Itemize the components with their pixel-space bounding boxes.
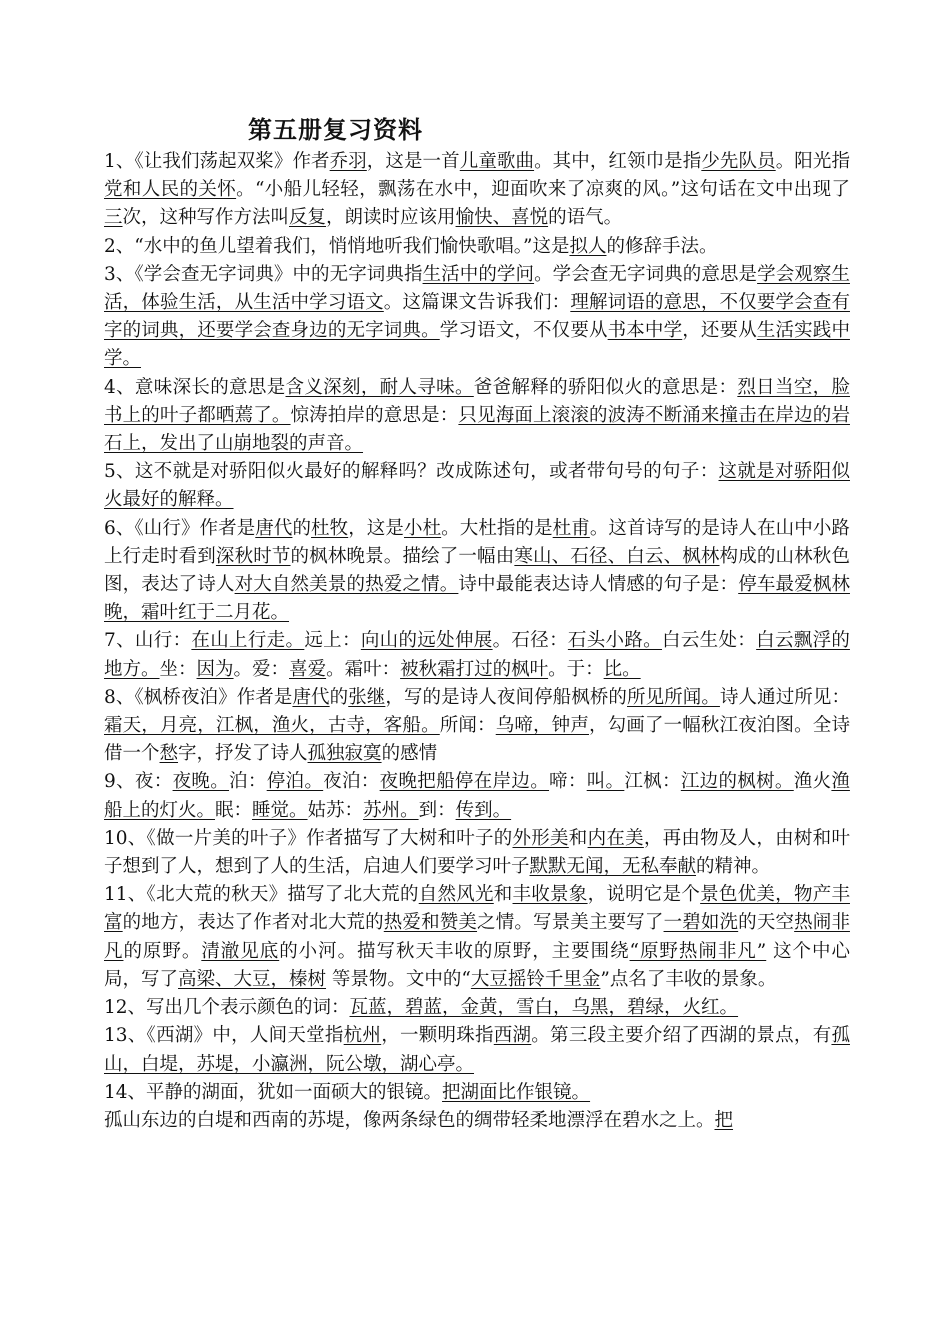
document-title: 第五册复习资料	[248, 115, 423, 144]
answer-text: 孤独寂寞	[307, 743, 382, 765]
answer-text: 小杜	[403, 517, 442, 539]
answer-text: 江边的枫树。	[680, 771, 794, 793]
answer-text: 唐代	[292, 686, 330, 708]
answer-text: 喜爱	[289, 658, 327, 680]
review-item-8	[104, 684, 850, 769]
question-text: 夜泊：	[323, 771, 380, 793]
question-text: 7、山行：	[104, 630, 192, 652]
review-item-7	[104, 627, 850, 683]
question-text: 的	[329, 686, 349, 708]
answer-text: 杭州	[343, 1025, 382, 1047]
answer-text: 愁	[159, 743, 179, 765]
answer-text: 苏州。	[363, 799, 419, 821]
answer-text: 杜牧	[311, 517, 349, 539]
answer-text: 把湖面比作银镜。	[442, 1081, 591, 1103]
question-text: 。“小船儿轻轻，飘荡在水中，迎面吹来了凉爽的风。”这句话在文中出现了	[236, 179, 850, 201]
question-text: 构成的山林秋色图，表达了诗人	[104, 545, 850, 596]
question-text: 2、“水中的鱼儿望着我们，悄悄地听我们愉快歌唱。”这是	[104, 235, 570, 257]
answer-text: 渔船上的灯火。	[104, 771, 850, 821]
review-item-3	[104, 261, 850, 374]
question-text: 和	[568, 827, 588, 849]
question-text: 白云生处：	[662, 630, 757, 652]
review-item-4	[104, 374, 850, 459]
question-text: 惊涛拍岸的意思是：	[290, 404, 459, 426]
question-text: 爸爸解释的骄阳似火的意思是：	[473, 376, 738, 398]
question-text: 6、《山行》作者是	[104, 517, 256, 539]
answer-text: 默默无闻，无私奉献	[529, 856, 697, 878]
answer-text: 党和人民的关怀	[104, 179, 237, 201]
question-text: 渔火	[793, 771, 832, 793]
answer-text: 热闹非凡	[104, 912, 850, 962]
review-item-14	[104, 1079, 850, 1107]
answer-text: 少先队员	[701, 151, 776, 172]
answer-text: 热爱和赞美	[383, 912, 478, 934]
answer-text: 西湖	[493, 1025, 532, 1047]
question-text: 和	[493, 884, 513, 906]
answer-text: 乌啼，钟声	[495, 715, 589, 737]
question-text: 孤山东边的白堤和西南的苏堤，像两条绿色的绸带轻柔地漂浮在碧水之上。	[104, 1109, 715, 1131]
review-item-6	[104, 515, 850, 628]
question-text: 眠：	[215, 799, 253, 821]
question-text: 。阳光指	[775, 151, 850, 172]
answer-text: 儿童歌曲	[459, 151, 535, 172]
answer-text: 学会观察生活，体验生活，从生活中学习语文	[104, 263, 850, 314]
answer-text: 在山上行走。	[191, 630, 305, 652]
answer-text: 反复	[289, 207, 327, 229]
question-text: 。学会查无字词典的意思是	[534, 263, 758, 285]
answer-text: 把	[714, 1109, 734, 1131]
answer-text: 只见海面上滚滚的波涛不断涌来撞击在岸边的岩石上，发出了山崩地裂的声音。	[104, 404, 850, 455]
answer-text: 叫。	[586, 771, 625, 793]
question-text: 。其中，红领巾是指	[534, 151, 702, 172]
answer-text: 夜晚。	[172, 771, 230, 793]
question-text: 等景物。文中的“	[326, 968, 471, 990]
question-text: 到：	[418, 799, 456, 821]
question-text: 的精神。	[696, 856, 771, 878]
question-text: ，这是一首	[366, 151, 460, 172]
question-text: 3、《学会查无字词典》中的无字词典指	[104, 263, 423, 285]
question-text: 这个中心局，写了	[104, 940, 850, 990]
answer-text: 一碧如洗	[663, 912, 739, 934]
question-text: 1、《让我们荡起双桨》作者	[104, 151, 330, 172]
answer-text: 丰收景象	[512, 884, 588, 906]
answer-text: 理解词语的意思，不仅要学会查有字的词典，还要学会查身边的无字词典。	[104, 292, 850, 342]
question-text: 的小河。描写秋天丰收的原野，主要围绕	[279, 940, 630, 962]
answer-text: 杜甫	[552, 517, 590, 539]
answer-text: 孤山，白堤，苏堤，小瀛洲，阮公墩，湖心亭。	[104, 1025, 850, 1075]
question-text: 的原野。	[123, 940, 202, 962]
question-text: 啼：	[549, 771, 587, 793]
question-text: 。于：	[548, 658, 604, 680]
answer-text: 这就是对骄阳似火最好的解释。	[104, 461, 850, 511]
question-text: 。爱：	[233, 658, 290, 680]
answer-text: 唐代	[255, 517, 293, 539]
question-text: 诗人通过所见：	[719, 686, 850, 708]
answer-text: 传到。	[455, 799, 512, 821]
answer-text: 三	[104, 207, 123, 229]
question-text: 14、平静的湖面，犹如一面硕大的银镜。	[104, 1081, 443, 1103]
document-body	[104, 148, 850, 1135]
answer-text: 高梁、大豆，榛树	[178, 968, 327, 990]
answer-text: 愉快、喜悦	[455, 207, 549, 229]
question-text: ，说明它是个	[587, 884, 701, 906]
answer-text: 被秋霜打过的枫叶	[400, 658, 549, 680]
answer-text: 大豆摇铃千里金	[470, 968, 601, 990]
question-text: 的天空	[738, 912, 795, 934]
answer-text: 对大自然美景的热爱之情。	[234, 574, 459, 596]
question-text: ，再由物及人，由树和叶子想到了人，想到了人的生活，启迪人们要学习叶子	[104, 827, 850, 878]
answer-text: 内在美	[587, 827, 644, 849]
review-item-9	[104, 768, 850, 824]
question-text: 。第三段主要介绍了西湖的景点，有	[531, 1025, 832, 1047]
question-text: 诗中最能表达诗人情感的句子是：	[458, 574, 739, 596]
answer-text: 清澈见底	[201, 940, 280, 962]
answer-text: 向山的远处伸展	[360, 630, 493, 652]
question-text: ，朗读时应该用	[326, 207, 456, 229]
question-text: 的感情	[381, 743, 438, 765]
question-text: 之情。写景美主要写了	[477, 912, 664, 934]
answer-text: 生活中的学问	[422, 263, 535, 285]
answer-text: 所见所闻。	[627, 686, 720, 708]
answer-text: 自然风光	[418, 884, 494, 906]
answer-text: 夜晚把船停在岸边。	[379, 771, 550, 793]
question-text: ，还要从	[682, 320, 757, 342]
question-text: 5、这不就是对骄阳似火最好的解释吗？改成陈述句，或者带句号的句子：	[104, 461, 719, 483]
answer-text: 含义深刻，耐人寻味。	[285, 376, 474, 398]
review-item-11	[104, 881, 850, 994]
answer-text: “原野热闹非凡”	[629, 940, 767, 962]
question-text: ，勾画了一幅秋江夜泊图。全诗借一个	[104, 715, 850, 765]
question-text: 的语气。	[548, 207, 623, 229]
question-text: ”点名了丰收的景象。	[600, 968, 777, 990]
review-item-5	[104, 458, 850, 514]
answer-text: 石头小路。	[567, 630, 663, 652]
question-text: 11、《北大荒的秋天》描写了北大荒的	[104, 884, 419, 906]
question-text: 9、夜：	[104, 771, 173, 793]
question-text: 。这首诗写的是诗人在山中小路上行走时看到	[104, 517, 850, 567]
answer-text: 睡觉。	[252, 799, 308, 821]
review-item-10	[104, 825, 850, 881]
question-text: 。石径：	[492, 630, 568, 652]
review-item-1	[104, 148, 850, 233]
question-text: 次，这种写作方法叫	[122, 207, 290, 229]
question-text: 字，抒发了诗人	[178, 743, 308, 765]
question-text: 。大杜指的是	[441, 517, 553, 539]
question-text: 13、《西湖》中，人间天堂指	[104, 1025, 344, 1047]
answer-text: 霜天，月亮，江枫，渔火，古寺，客船。	[104, 715, 440, 737]
answer-text: 寒山、石径、白云、枫林	[514, 545, 720, 567]
question-text: 8、《枫桥夜泊》作者是	[104, 686, 293, 708]
answer-text: 因为	[196, 658, 234, 680]
answer-text: 白云飘浮的地方。	[104, 630, 850, 680]
answer-text: 停泊。	[266, 771, 324, 793]
question-text: 江枫：	[624, 771, 681, 793]
question-text: 坐：	[159, 658, 197, 680]
answer-text: 外形美	[512, 827, 569, 849]
question-text: 学习语文，不仅要从	[439, 320, 608, 342]
review-item-15	[104, 1107, 850, 1135]
question-text: 远上：	[304, 630, 361, 652]
answer-text: 景色优美，物产丰富	[104, 884, 850, 934]
answer-text: 比。	[603, 658, 641, 680]
question-text: 10、《做一片美的叶子》作者描写了大树和叶子的	[104, 827, 513, 849]
question-text: 12、写出几个表示颜色的词：	[104, 997, 350, 1019]
review-item-12	[104, 994, 850, 1022]
question-text: ，这是	[348, 517, 404, 539]
answer-text: 书本中学	[607, 320, 683, 342]
question-text: ，一颗明珠指	[381, 1025, 494, 1047]
question-text: 姑苏：	[307, 799, 364, 821]
answer-text: 张继	[348, 686, 386, 708]
review-item-13	[104, 1022, 850, 1078]
answer-text: 瓦蓝，碧蓝，金黄，雪白，乌黑，碧绿，火红。	[349, 997, 739, 1019]
answer-text: 烈日当空，脸书上的叶子都晒蔫了。	[104, 376, 850, 426]
question-text: 的	[292, 517, 312, 539]
question-text: ，写的是诗人夜间停船枫桥的	[385, 686, 627, 708]
question-text: 的枫林晚景。描绘了一幅由	[290, 545, 515, 567]
question-text: 所闻：	[439, 715, 496, 737]
question-text: 。这篇课文告诉我们：	[383, 292, 571, 314]
review-item-2	[104, 233, 850, 261]
answer-text: 生活实践中学。	[104, 320, 850, 370]
answer-text: 停车最爱枫林晚，霜叶红于二月花。	[104, 574, 850, 624]
answer-text: 乔羽	[329, 151, 367, 172]
question-text: 。霜叶：	[326, 658, 401, 680]
question-text: 泊：	[229, 771, 267, 793]
question-text: 的地方，表达了作者对北大荒的	[122, 912, 384, 934]
question-text: 4、意味深长的意思是	[104, 376, 286, 398]
answer-text: 深秋时节	[215, 545, 291, 567]
answer-text: 拟人	[569, 235, 607, 257]
question-text: 的修辞手法。	[606, 235, 718, 257]
